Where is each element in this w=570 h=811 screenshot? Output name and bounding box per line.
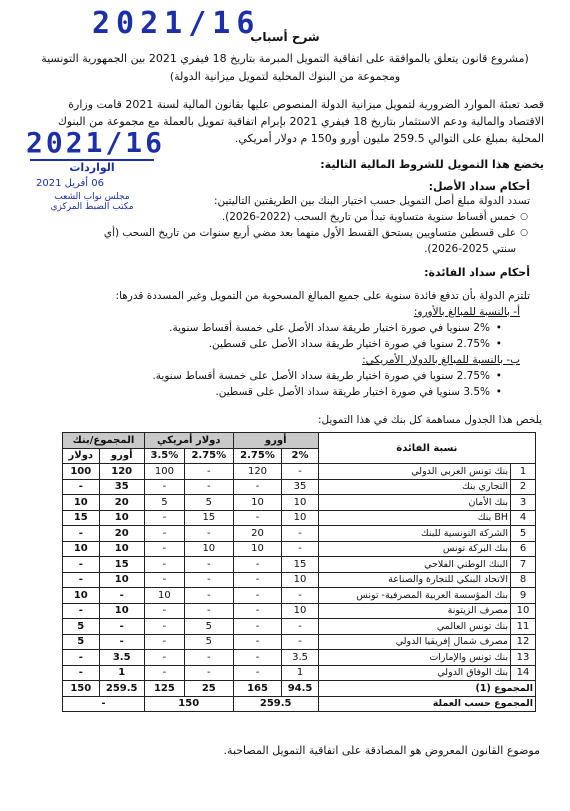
document-subtitle: (مشروع قانون يتعلق بالموافقة على اتفاقية التمويل المبرمة بتاريخ 18 فيفري 2021 بين الجمهورية التونسية ومجموعة من البنوك المحلية لتمويل ميزانية الدولة): [41, 52, 529, 83]
principal-option-2: ○ على قسطين متساويين يستحق القسط الأول منهما بعد مضي أربع سنوات من تاريخ السحب (أي سنتي 2025-2026).: [26, 225, 516, 257]
bank-name: بنك الوفاق الدولي: [318, 665, 510, 681]
cell-u275: 5: [184, 495, 233, 511]
cell-u275: -: [184, 665, 233, 681]
cell-tu: 10: [63, 495, 100, 511]
cell-u275: -: [184, 479, 233, 495]
table-row: [63, 526, 536, 542]
cell-te: 120: [99, 464, 144, 480]
bank-name: بنك تونس والإمارات: [318, 650, 510, 666]
cell-u35: -: [144, 619, 184, 635]
table-row: [63, 479, 536, 495]
conditions-intro: يخضع هذا التمويل للشروط المالية التالية:: [320, 158, 544, 171]
interest-section: [26, 266, 530, 400]
header-usd: دولار أمريكي: [144, 433, 233, 449]
row-number: 13: [511, 650, 536, 666]
header-euro-2: 2%: [282, 448, 318, 464]
header-interest-rate: نسبة الفائدة: [318, 433, 535, 464]
cell-e275: 120: [233, 464, 282, 480]
cell-te: 35: [99, 479, 144, 495]
cell-u35: -: [144, 541, 184, 557]
row-number: 7: [511, 557, 536, 573]
currency-total-row: [63, 696, 536, 712]
table-row: [63, 541, 536, 557]
cell-u35: -: [144, 634, 184, 650]
cell-tu: 5: [63, 619, 100, 635]
table-row: [63, 650, 536, 666]
cell-e275: -: [233, 634, 282, 650]
cell-u35: -: [144, 603, 184, 619]
cell-e275: -: [233, 619, 282, 635]
currency-total-label: المجموع حسب العملة: [318, 696, 535, 712]
stamp-date: 06 أفريل 2021: [36, 178, 104, 189]
cell-tu: 10: [63, 588, 100, 604]
total-euro-2: 94.5: [282, 681, 318, 697]
header-total-usd: دولار: [63, 448, 100, 464]
bank-name: BH بنك: [318, 510, 510, 526]
total-euro: 259.5: [99, 681, 144, 697]
interest-intro: تلتزم الدولة بأن تدفع فائدة سنوية على جميع المبالغ المسحوبة من التمويل وغير المسددة قدرها:: [115, 290, 530, 302]
cell-u35: -: [144, 557, 184, 573]
cell-u35: -: [144, 479, 184, 495]
table-row: [63, 603, 536, 619]
cell-tu: -: [63, 479, 100, 495]
cell-u275: -: [184, 588, 233, 604]
table-row: [63, 557, 536, 573]
principal-option-1: ○ خمس أقساط سنوية متساوية تبدأ من تاريخ السحب (2022-2026).: [26, 209, 516, 225]
bank-name: الشركة التونسية للبنك: [318, 526, 510, 542]
cell-e275: -: [233, 572, 282, 588]
cell-tu: -: [63, 526, 100, 542]
cell-e2: 10: [282, 572, 318, 588]
cell-e2: 10: [282, 495, 318, 511]
cell-e2: 10: [282, 603, 318, 619]
bank-name: بنك البركة تونس: [318, 541, 510, 557]
cell-u35: 5: [144, 495, 184, 511]
cell-e2: -: [282, 619, 318, 635]
cell-e275: -: [233, 479, 282, 495]
cell-te: 1: [99, 665, 144, 681]
cell-u275: 15: [184, 510, 233, 526]
bank-name: بنك تونس العربي الدولي: [318, 464, 510, 480]
cell-te: -: [99, 634, 144, 650]
bank-name: مصرف الزيتونة: [318, 603, 510, 619]
table-row: [63, 464, 536, 480]
usd-rates: [26, 368, 530, 400]
header-total-euro: أورو: [99, 448, 144, 464]
total-euro-275: 165: [233, 681, 282, 697]
cell-e2: 15: [282, 557, 318, 573]
row-number: 3: [511, 495, 536, 511]
principal-section: [26, 180, 530, 257]
document-title: شرح أسباب: [250, 30, 320, 44]
cell-tu: 15: [63, 510, 100, 526]
cell-u35: -: [144, 650, 184, 666]
cell-e275: 10: [233, 541, 282, 557]
cell-te: 10: [99, 603, 144, 619]
row-number: 10: [511, 603, 536, 619]
cell-tu: 5: [63, 634, 100, 650]
cell-u275: 5: [184, 619, 233, 635]
principal-heading: أحكام سداد الأصل:: [428, 180, 530, 193]
cell-te: 3.5: [99, 650, 144, 666]
row-number: 1: [511, 464, 536, 480]
cell-u275: -: [184, 572, 233, 588]
euro-rates: [26, 320, 530, 352]
bank-name: التجاري بنك: [318, 479, 510, 495]
currency-total-blank: -: [63, 696, 145, 712]
header-usd-35: 3.5%: [144, 448, 184, 464]
table-row: [63, 634, 536, 650]
usd-rate-1: • 2.75% سنويا في صورة اختيار طريقة سداد الأصل على خمسة أقساط سنوية.: [26, 368, 490, 384]
cell-e2: -: [282, 464, 318, 480]
table-body: [63, 464, 536, 712]
bank-name: الاتحاد البنكي للتجارة والصناعة: [318, 572, 510, 588]
cell-tu: 10: [63, 541, 100, 557]
cell-u35: -: [144, 526, 184, 542]
cell-u275: -: [184, 464, 233, 480]
document-number: 2021/16: [92, 6, 261, 41]
cell-te: -: [99, 619, 144, 635]
cell-e275: -: [233, 510, 282, 526]
bank-name: بنك المؤسسة العربية المصرفية- تونس: [318, 588, 510, 604]
cell-u35: 100: [144, 464, 184, 480]
euro-rate-1: • 2% سنويا في صورة اختيار طريقة سداد الأصل على خمسة أقساط سنوية.: [26, 320, 490, 336]
total-row: [63, 681, 536, 697]
cell-u275: -: [184, 603, 233, 619]
cell-e2: 3.5: [282, 650, 318, 666]
row-number: 6: [511, 541, 536, 557]
stamp-label: الواردات: [30, 159, 154, 174]
cell-e275: 10: [233, 495, 282, 511]
cell-te: 10: [99, 541, 144, 557]
cell-te: 20: [99, 495, 144, 511]
cell-tu: -: [63, 650, 100, 666]
euro-rate-2: • 2.75% سنويا في صورة اختيار طريقة سداد الأصل على قسطين.: [26, 336, 490, 352]
total-usd-275: 25: [184, 681, 233, 697]
cell-tu: -: [63, 603, 100, 619]
table-row: [63, 510, 536, 526]
total-usd: 150: [63, 681, 100, 697]
row-number: 5: [511, 526, 536, 542]
cell-e2: 10: [282, 510, 318, 526]
cell-te: 20: [99, 526, 144, 542]
row-number: 12: [511, 634, 536, 650]
footer-statement: موضوع القانون المعروض هو المصادقة على اتفاقية التمويل المصاحبة.: [223, 744, 540, 757]
cell-u35: -: [144, 572, 184, 588]
stamp-organization: مجلس نواب الشعب مكتب الضبط المركزي: [50, 192, 134, 212]
cell-e2: 35: [282, 479, 318, 495]
table-row: [63, 619, 536, 635]
cell-e275: -: [233, 650, 282, 666]
cell-e2: -: [282, 541, 318, 557]
row-number: 2: [511, 479, 536, 495]
total-label: المجموع (1): [318, 681, 535, 697]
currency-total-euro: 259.5: [233, 696, 318, 712]
cell-e275: 20: [233, 526, 282, 542]
cell-tu: -: [63, 572, 100, 588]
cell-e275: -: [233, 588, 282, 604]
cell-u275: -: [184, 526, 233, 542]
table-row: [63, 665, 536, 681]
cell-u275: 10: [184, 541, 233, 557]
cell-e275: -: [233, 603, 282, 619]
cell-u275: -: [184, 557, 233, 573]
cell-tu: -: [63, 557, 100, 573]
table-row: [63, 572, 536, 588]
usd-rate-2: • 3.5% سنويا في صورة اختيار طريقة سداد الأصل على قسطين.: [26, 384, 490, 400]
table-intro: يلخص هذا الجدول مساهمة كل بنك في هذا التمويل:: [317, 414, 542, 426]
cell-e275: -: [233, 665, 282, 681]
cell-te: 10: [99, 510, 144, 526]
cell-u35: -: [144, 510, 184, 526]
cell-e2: -: [282, 634, 318, 650]
row-number: 9: [511, 588, 536, 604]
table-row: [63, 588, 536, 604]
cell-te: -: [99, 588, 144, 604]
cell-tu: 100: [63, 464, 100, 480]
bank-contribution-table: [62, 432, 536, 712]
total-usd-35: 125: [144, 681, 184, 697]
cell-u35: -: [144, 665, 184, 681]
table-row: [63, 495, 536, 511]
principal-intro: تسدد الدولة مبلغ أصل التمويل حسب اختيار البنك بين الطريقتين التاليتين:: [213, 195, 530, 207]
header-euro: أورو: [233, 433, 318, 449]
cell-u275: -: [184, 650, 233, 666]
currency-total-usd: 150: [144, 696, 233, 712]
usd-label: ب- بالنسبة للمبالغ بالدولار الأمريكي:: [362, 354, 520, 366]
row-number: 14: [511, 665, 536, 681]
bank-name: بنك تونس العالمي: [318, 619, 510, 635]
header-euro-275: 2.75%: [233, 448, 282, 464]
cell-te: 10: [99, 572, 144, 588]
cell-e2: -: [282, 588, 318, 604]
header-total-per-bank: المجموع/بنك: [63, 433, 145, 449]
header-usd-275: 2.75%: [184, 448, 233, 464]
cell-u275: 5: [184, 634, 233, 650]
row-number: 4: [511, 510, 536, 526]
interest-heading: أحكام سداد الفائدة:: [424, 266, 530, 279]
cell-e2: 1: [282, 665, 318, 681]
cell-e2: -: [282, 526, 318, 542]
principal-options: [26, 209, 530, 257]
stamp-number: 2021/16: [26, 126, 166, 159]
euro-label: أ- بالنسبة للمبالغ بالأورو:: [413, 306, 520, 318]
row-number: 11: [511, 619, 536, 635]
cell-u35: 10: [144, 588, 184, 604]
bank-name: البنك الوطني الفلاحي: [318, 557, 510, 573]
intro-paragraph: قصد تعبئة الموارد الضرورية لتمويل ميزانية الدولة المنصوص عليها بقانون المالية لسنة 2021 قامت وزارة الاقتصاد والمالية ودعم الاستثمار بتاريخ 18 فيفري 2021 بإبرام اتفاقية تمويل بالعملة مع مجموعة من البنوك المحلية بمبلغ على التوالي 259.5 مليون أورو و150 م دولار أمريكي.: [57, 98, 544, 145]
cell-te: 15: [99, 557, 144, 573]
cell-e275: -: [233, 557, 282, 573]
bank-name: بنك الأمان: [318, 495, 510, 511]
bank-name: مصرف شمال إفريقيا الدولي: [318, 634, 510, 650]
row-number: 8: [511, 572, 536, 588]
cell-tu: -: [63, 665, 100, 681]
